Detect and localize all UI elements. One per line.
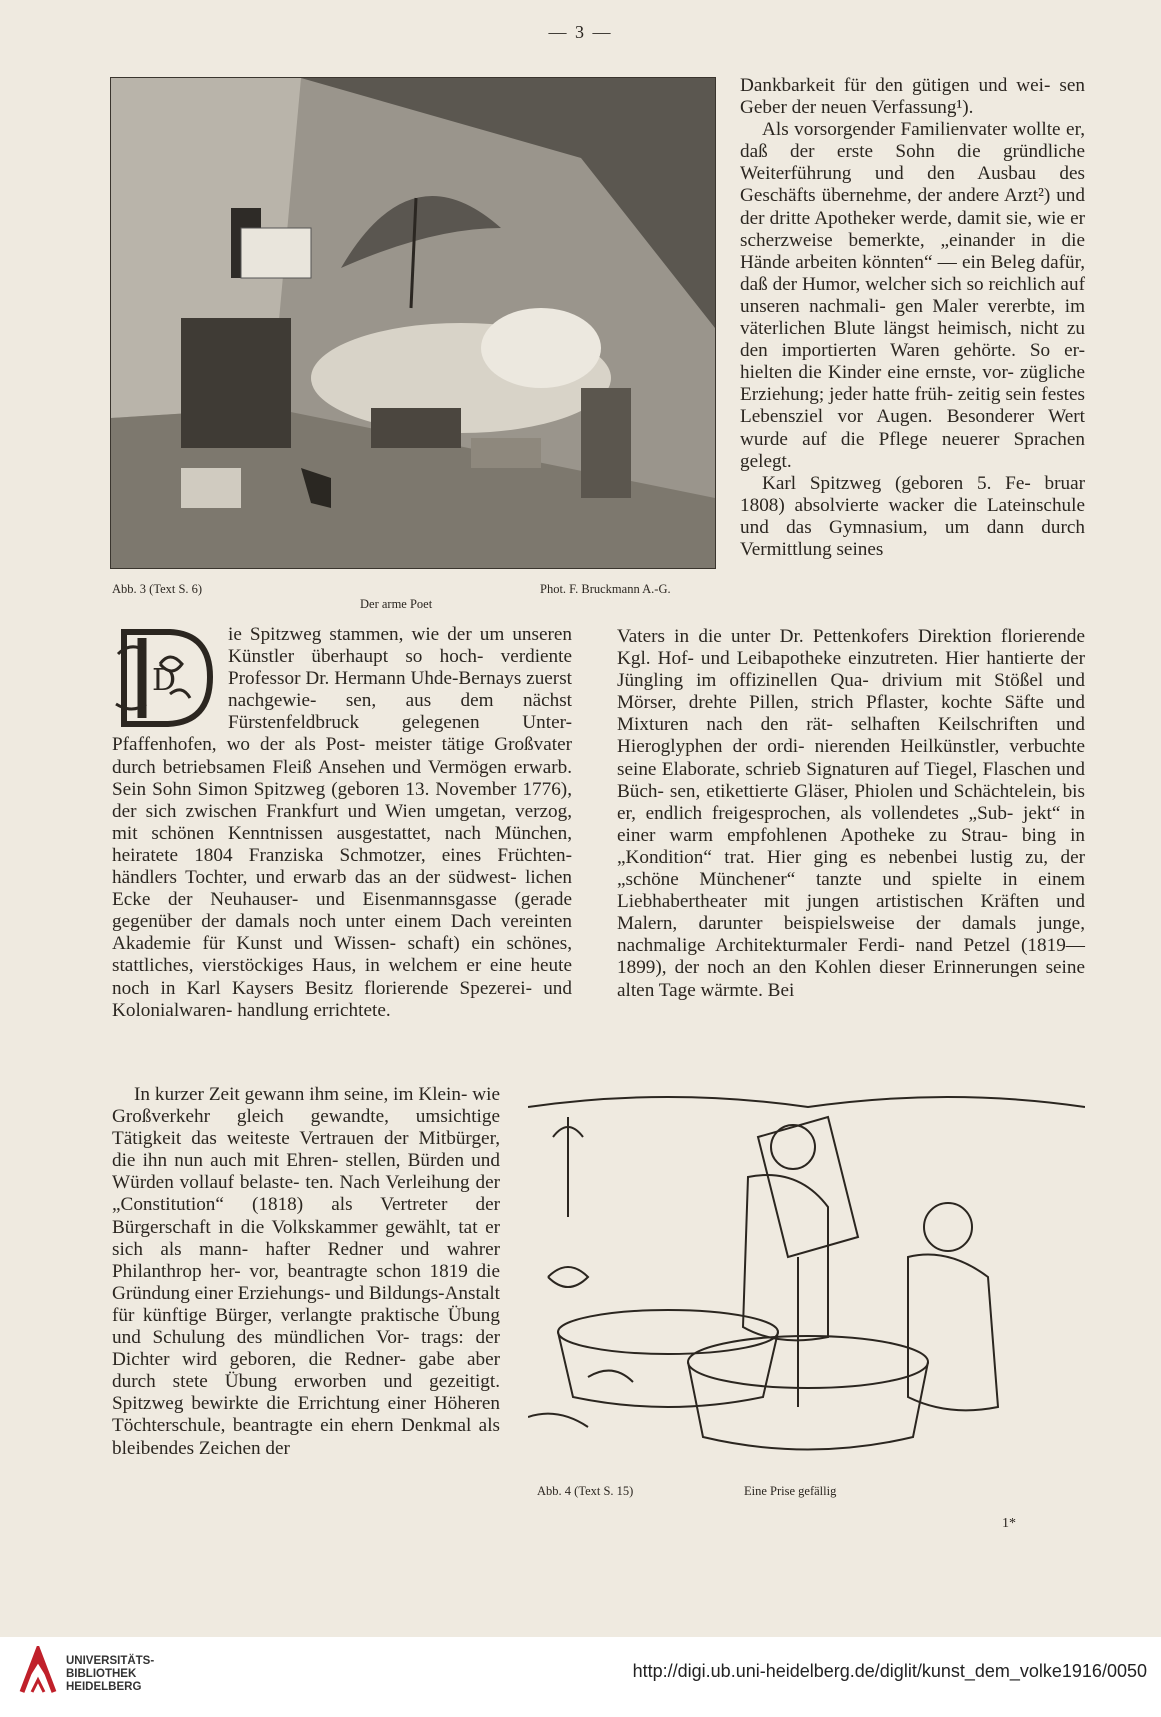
page-url-link[interactable]: http://digi.ub.uni-heidelberg.de/diglit/kunst_dem_volke1916/0050 (632, 1661, 1147, 1681)
paragraph: Vaters in die unter Dr. Pettenkofers Direktion florierende Kgl. Hof- und Leibapotheke einzutreten. Hier hantierte der Jüngling im offizinellen Qua- drivium mit Stößel und Mörser, drehte Pillen, strich Pflaster, kochte Säfte und Mixturen nach den rät- selhaften Keilschriften und Hieroglyphen der ordi- nierenden Heilkünstler, verbuchte seine Elaborate, schrieb Signaturen auf Tiegel, Flaschen und Büch- sen, etikettierte Gläser, Phiolen und Schächtelein, bis er, endlich freigesprochen, als vollendetes „Sub- jekt“ in einer warm empfohlenen Apotheke zu Strau- bing in „Kondition“ trat. Hier ging es nebenbei lustig zu, der „schöne Münchener“ tanzte und spielte in einem Liebhabertheater mit jungen artistischen Kräften und Malern, darunter beispielsweise der damals junge, nachmalige Architekturmaler Ferdi- nand Petzel (1819—1899), der noch an den Kohlen dieser Erinnerungen seine alten Tage wärmte. Bei (617, 626, 1085, 1001)
figure-eine-prise-gefaellig (528, 1077, 1085, 1474)
left-column-top (112, 624, 572, 1022)
figure1-title: Der arme Poet (360, 597, 433, 611)
heidelberg-library-logo-icon[interactable] (18, 1646, 58, 1696)
library-name-line: BIBLIOTHEK (66, 1668, 137, 1680)
page-number: — 3 — (548, 22, 613, 42)
paragraph: Karl Spitzweg (geboren 5. Fe- bruar 1808) absolvierte wacker die Lateinschule und das Gymnasium, um dann durch Vermittlung seines (740, 472, 1085, 560)
paragraph: ie Spitzweg stammen, wie der um unseren Künstler überhaupt so hoch- verdiente Professor Dr. Hermann Uhde-Bernays zuerst nachgewie- sen, aus dem nächst Fürstenfeldbruck gelegenen Unter-Pfaffenhofen, wo der als Post- meister tätige Großvater durch betriebsamen Fleiß Ansehen und Vermögen erwarb. Sein Sohn Simon Spitzweg (geboren 13. November 1776), der sich zwischen Frankfurt und Wien umgetan, verzog, mit schönen Kenntnissen ausgestattet, nach München, heiratete 1804 Franziska Schmotzer, eines Früchten- händlers Tochter, und erwarb das an der südwest- lichen Ecke der Neuhauser- und Eisenmannsgasse (gerade gegenüber der damals noch unter einem Dach vereinten Akademie für Kunst und Wissen- schaft) ein schönes, stattliches, vierstöckiges Haus, in welchem er eine heute noch in Karl Kaysers Besitz florierende Spezerei- und Kolonialwaren- handlung errichtete. (112, 624, 572, 1021)
library-name-line: UNIVERSITÄTS- (66, 1655, 155, 1667)
figure-der-arme-poet (110, 77, 716, 569)
figure1-credit: Phot. F. Bruckmann A.-G. (540, 582, 671, 596)
right-column-top (740, 75, 1085, 561)
figure2-label: Abb. 4 (Text S. 15) (537, 1484, 634, 1498)
paragraph: Als vorsorgender Familienvater wollte er, daß der erste Sohn die gründliche Weiterführung und den Ausbau des Geschäfts übernehme, der andere Arzt²) und der dritte Apotheker werde, damit sie, wie er scherzweise bemerkte, „einander in die Hände arbeiten könnten“ — ein Beleg dafür, daß der Humor, welcher sich so reichlich auf unseren nachmali- gen Maler vererbte, im väterlichen Blute längst heimisch, nicht zu den importierten Waren gehörte. So er- hielten die Kinder eine ernste, vor- zügliche Erziehung; jeder hatte früh- zeitig sein festes Lebensziel vor Augen. Besonderer Wert wurde auf die Pflege neuerer Sprachen gelegt. (740, 119, 1085, 472)
library-name-line: HEIDELBERG (66, 1681, 142, 1693)
library-footer (0, 1637, 1161, 1717)
painting-illustration (111, 78, 715, 568)
library-name (66, 1655, 154, 1694)
svg-text:D: D (151, 663, 177, 698)
figure1-label: Abb. 3 (Text S. 6) (112, 582, 203, 596)
figure2-title: Eine Prise gefällig (744, 1484, 837, 1498)
right-column-middle (617, 626, 1085, 1002)
left-column-bottom (112, 1084, 500, 1460)
paragraph: In kurzer Zeit gewann ihm seine, im Klein- wie Großverkehr gleich gewandte, umsichtige Tätigkeit das weiteste Vertrauen der Mitbürger, die ihn nun auch mit Ehren- stellen, Bürden und Würden vollauf belaste- ten. Nach Verleihung der „Constitution“ (1818) als Vertreter der Bürgerschaft in die Volkskammer gewählt, tat er sich als mann- hafter Redner und wahrer Philanthrop her- vor, beantragte schon 1819 die Gründung einer Erziehungs- und Bildungs-Anstalt für künftige Bürger, verlangte praktische Übung und Schulung des mündlichen Vor- trags: der Dichter wird geboren, die Redner- gabe aber durch stete Übung erworben und gezeitigt. Spitzweg bewirkte die Errichtung einer Höheren Töchterschule, beantragte ein ehern Denkmal als bleibendes Zeichen der (112, 1084, 500, 1459)
signature-mark: 1* (1002, 1516, 1016, 1531)
decorative-initial-d-icon (110, 624, 218, 730)
paragraph: Dankbarkeit für den gütigen und wei- sen Geber der neuen Verfassung¹). (740, 75, 1085, 119)
sketch-illustration (528, 1077, 1085, 1474)
